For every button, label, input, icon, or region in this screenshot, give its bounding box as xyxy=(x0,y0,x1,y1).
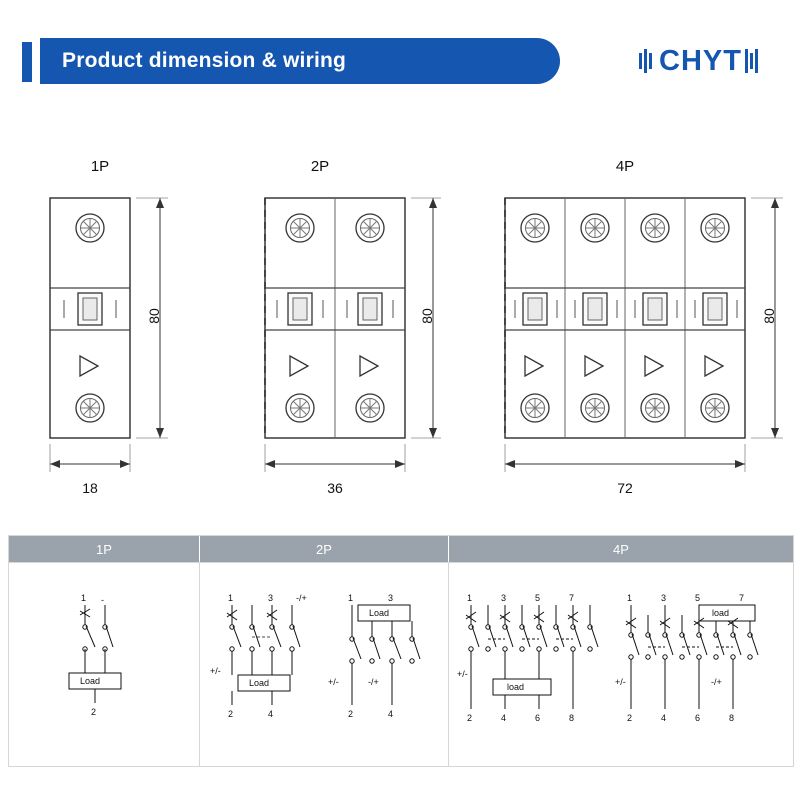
wiring-2p-b-polarity-right: -/+ xyxy=(368,677,379,687)
wiring-2p-a-terminal-3: 3 xyxy=(268,593,274,603)
wiring-4p-b-terminal-6: 6 xyxy=(695,713,701,723)
dimension-label-1p: 1P xyxy=(90,158,110,175)
header-banner xyxy=(40,38,560,84)
wiring-4p-b-polarity-right: -/+ xyxy=(711,677,722,687)
wiring-diagram-1p xyxy=(9,563,199,766)
wiring-4p-a-terminal-1: 1 xyxy=(467,593,473,603)
wiring-cell-2p xyxy=(200,563,449,766)
brand-logo xyxy=(639,40,760,82)
wiring-4p-b-terminal-8: 8 xyxy=(729,713,735,723)
wiring-header-1p: 1P xyxy=(9,536,200,562)
wiring-table-body xyxy=(9,563,793,766)
wiring-1p-terminal-2: 2 xyxy=(91,707,97,717)
logo-bars-left-icon xyxy=(639,48,654,74)
dimension-drawings xyxy=(0,150,800,520)
wiring-1p-terminal-1: 1 xyxy=(81,593,87,603)
wiring-4p-a-terminal-4: 4 xyxy=(501,713,507,723)
wiring-2p-b-terminal-3: 3 xyxy=(388,593,394,603)
wiring-4p-a-load-label: load xyxy=(507,682,525,692)
dimension-group-1p xyxy=(40,150,190,500)
wiring-header-2p: 2P xyxy=(200,536,449,562)
wiring-4p-b-terminal-1: 1 xyxy=(627,593,633,603)
wiring-4p-b-terminal-2: 2 xyxy=(627,713,633,723)
dimension-width-2p: 36 xyxy=(327,480,343,496)
logo-bars-right-icon xyxy=(745,48,760,74)
wiring-4p-b-terminal-7: 7 xyxy=(739,593,745,603)
wiring-table-header xyxy=(9,536,793,563)
wiring-4p-a-terminal-8: 8 xyxy=(569,713,575,723)
wiring-4p-a-terminal-3: 3 xyxy=(501,593,507,603)
header-accent-tick xyxy=(22,42,32,82)
wiring-table xyxy=(8,535,794,767)
wiring-2p-a-load-label: Load xyxy=(249,678,270,688)
wiring-4p-a-terminal-2: 2 xyxy=(467,713,473,723)
wiring-cell-4p xyxy=(449,563,793,766)
wiring-4p-a-terminal-6: 6 xyxy=(535,713,541,723)
wiring-4p-b-terminal-3: 3 xyxy=(661,593,667,603)
wiring-1p-load-label: Load xyxy=(80,676,101,686)
dimension-group-4p xyxy=(495,150,795,500)
dimension-height-1p: 80 xyxy=(145,308,162,324)
wiring-2p-a-terminal-1: 1 xyxy=(228,593,234,603)
wiring-2p-b-polarity-bottom: +/- xyxy=(328,677,339,687)
wiring-diagram-2p xyxy=(200,563,448,766)
wiring-2p-a-terminal-2: 2 xyxy=(228,709,234,719)
wiring-4p-a-terminal-5: 5 xyxy=(535,593,541,603)
dimension-label-2p: 2P xyxy=(310,158,330,175)
page-title: Product dimension & wiring xyxy=(62,49,347,72)
wiring-4p-b-terminal-5: 5 xyxy=(695,593,701,603)
dimension-width-4p: 72 xyxy=(617,480,633,496)
wiring-header-4p: 4P xyxy=(449,536,793,562)
wiring-4p-b-polarity-left: +/- xyxy=(615,677,626,687)
wiring-2p-a-polarity-bottom: +/- xyxy=(210,666,221,676)
wiring-2p-a-terminal-4: 4 xyxy=(268,709,274,719)
wiring-2p-b-terminal-2: 2 xyxy=(348,709,354,719)
dimension-height-4p: 80 xyxy=(760,308,777,324)
wiring-2p-b-terminal-1: 1 xyxy=(348,593,354,603)
wiring-4p-a-terminal-7: 7 xyxy=(569,593,575,603)
page-header xyxy=(0,34,800,96)
wiring-cell-1p xyxy=(9,563,200,766)
dimension-label-4p: 4P xyxy=(615,158,635,175)
wiring-2p-b-load-label: Load xyxy=(369,608,390,618)
wiring-4p-b-terminal-4: 4 xyxy=(661,713,667,723)
wiring-diagram-4p xyxy=(449,563,793,766)
logo-text: CHYT xyxy=(659,44,742,77)
dimension-group-2p xyxy=(245,150,445,500)
wiring-4p-b-load-label: load xyxy=(712,608,730,618)
wiring-2p-a-polarity-top: -/+ xyxy=(296,593,307,603)
wiring-1p-neutral-mark: - xyxy=(101,595,104,605)
wiring-2p-b-terminal-4: 4 xyxy=(388,709,394,719)
dimension-width-1p: 18 xyxy=(82,480,98,496)
wiring-4p-a-polarity-left: +/- xyxy=(457,669,468,679)
dimension-height-2p: 80 xyxy=(418,308,435,324)
